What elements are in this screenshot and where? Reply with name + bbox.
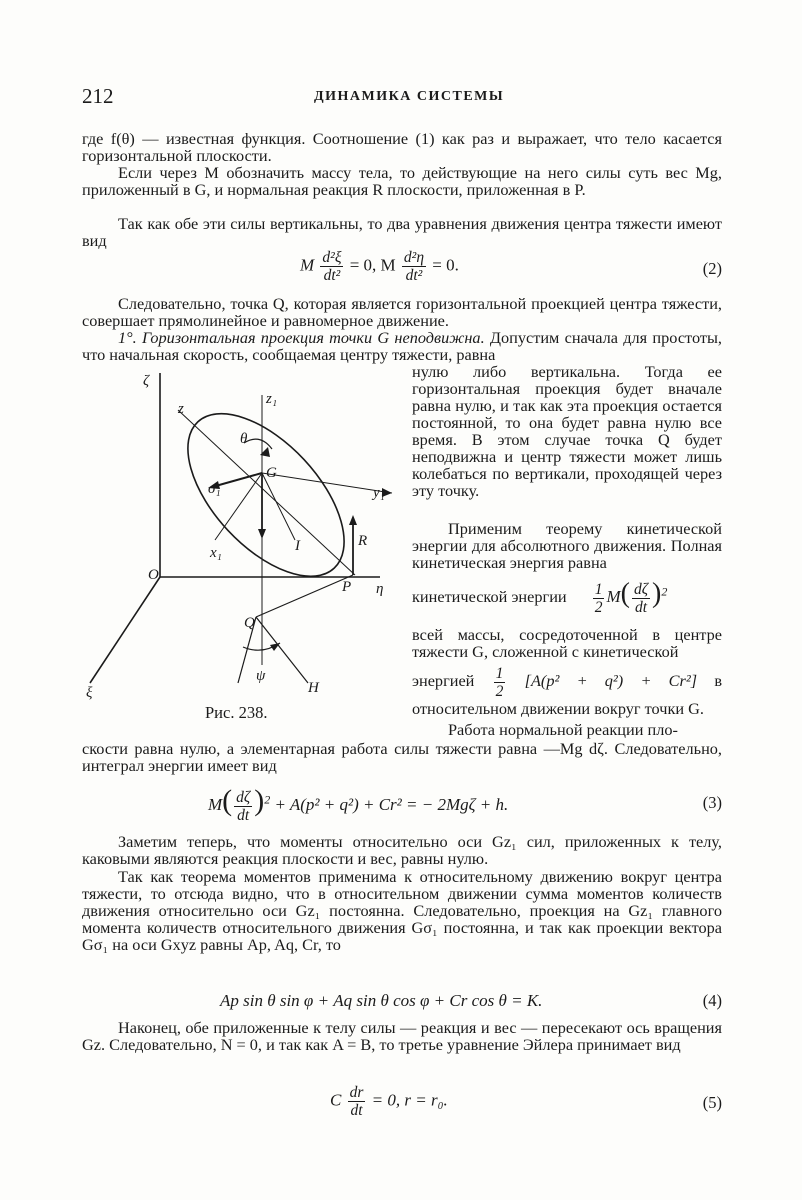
label-theta: θ (240, 431, 248, 447)
paragraph-4: Следовательно, точка Q, которая является горизонтальной проекцией центра тяжести, совершает прямолинейное и равномерное движение. (82, 294, 722, 330)
label-eta: η (376, 581, 384, 597)
xi-axis (90, 577, 160, 683)
paragraph-3: Так как обе эти силы вертикальны, то два уравнения движения центра тяжести имеют вид (82, 214, 722, 250)
equation-2: M $\frac{\text{d²ξ}}{\text{dt²}}$ = 0, M $\frac{\text{d²η}}{\text{dt²}}$ = 0. (300, 249, 459, 284)
label-zeta: ζ (143, 373, 150, 389)
side-text-5: энергией $\frac{1}{2}$ [A(p² + q²) + Cr²] в относительном движении вокруг точки G. (412, 665, 722, 718)
label-z: z (178, 401, 184, 417)
equation-number-4: (4) (702, 991, 722, 1010)
arrowheads (208, 447, 392, 651)
label-G: G (266, 465, 277, 481)
equation-3: M( $\frac{d\zeta}{dt}$ )$^2$ + A(p² + q²) + Cr² = − 2Mgζ + h. (208, 784, 509, 824)
label-R: R (358, 533, 368, 549)
label-P: P (342, 579, 352, 595)
label-x1: x₁ (210, 545, 222, 561)
equation-number-5: (5) (702, 1093, 722, 1112)
equation-5: C $\frac{dr}{dt}$ = 0, r = r₀. (330, 1084, 448, 1119)
label-xi: ξ (86, 685, 93, 701)
paragraph-9: Наконец, обе приложенные к телу силы — реакция и вес — пересекают ось вращения Gz. Следовательно, N = 0, и так как A = B, то третье уравнение Эйлера принимает вид (82, 1018, 722, 1054)
equation-number-2: (2) (702, 259, 722, 278)
paragraph-5: 1°. Горизонтальная проекция точки G неподвижна. Допустим сначала для простоты, что начальная скорость, сообщаемая центру тяжести, равна (82, 328, 722, 364)
paragraph-7: Заметим теперь, что моменты относительно оси Gz₁ сил, приложенных к телу, каковыми являются реакция плоскости и вес, равны нулю. (82, 832, 722, 868)
label-sigma: σ₁ (208, 481, 221, 497)
label-I: I (295, 538, 300, 554)
label-z1: z₁ (266, 391, 278, 407)
side-text-3: кинетической энергии $\frac{1}{2}$ M( $\frac{d\zeta}{dt}$ )$^2$ (412, 578, 668, 616)
fraction-d2xi: $\frac{\text{d²ξ}}{\text{dt²}}$ (322, 249, 342, 284)
label-psi: ψ (256, 668, 266, 684)
label-O: O (148, 567, 159, 583)
line-I (262, 473, 295, 540)
fraction-d2eta: $\frac{\text{d²η}}{\text{dt²}}$ (403, 249, 425, 284)
figure-238 (80, 365, 400, 705)
side-text-4: всей массы, сосредоточенной в центре тяжести G, сложенной с кинетической (412, 625, 722, 661)
line-PQ (256, 575, 353, 617)
paragraph-1: где f(θ) — известная функция. Соотношение (1) как раз и выражает, что тело касается горизонтальной плоскости. (82, 129, 722, 165)
paragraph-2: Если через M обозначить массу тела, то действующие на него силы суть вес Mg, приложенный в G, и нормальная реакция R плоскости, приложенная в P. (82, 163, 722, 199)
figure-caption: Рис. 238. (205, 703, 268, 722)
equation-number-3: (3) (702, 793, 722, 812)
running-head: ДИНАМИКА СИСТЕМЫ (314, 89, 505, 104)
label-Q: Q (244, 615, 255, 631)
paragraph-6: скости равна нулю, а элементарная работа силы тяжести равна —Mg dζ. Следовательно, интеграл энергии имеет вид (82, 739, 722, 775)
side-text-2: Применим теорему кинетической энергии для абсолютного движения. Полная кинетическая энергия равна (412, 519, 722, 572)
x1-axis (215, 473, 262, 540)
page-number: 212 (82, 84, 114, 108)
label-y1: y₁ (373, 485, 385, 501)
section-title: 1°. Горизонтальная проекция точки G неподвижна. (118, 328, 485, 347)
paragraph-8: Так как теорема моментов применима к относительному движению вокруг центра тяжести, то отсюда видно, что в относительном движении сумма моментов количеств движения относительно оси Gz₁ постоянна. Следовательно, проекция на Gz₁ главного момента количеств относительного движения Gσ₁ постоянна, и так как проекции вектора Gσ₁ на оси Gxyz равны Ap, Aq, Cr, то (82, 867, 722, 954)
kinetic-energy-formula: $\frac{1}{2}$ M( $\frac{d\zeta}{dt}$ )$^2$ (594, 578, 668, 616)
ellipse-disc (160, 386, 372, 603)
page-header (82, 84, 722, 112)
side-text-6: Работа нормальной реакции пло- (448, 720, 678, 739)
label-H: H (308, 680, 319, 696)
equation-4: Ap sin θ sin φ + Aq sin θ cos φ + Cr cos θ = K. (220, 991, 543, 1010)
side-text-1: нулю либо вертикальна. Тогда ее горизонтальная проекция будет вначале равна нулю, и так как эта проекция остается постоянной, то она будет равна нулю все время. В этом случае точка Q будет неподвижна и центр тяжести может лишь колебаться по вертикали, проходящей через эту точку. (412, 362, 722, 500)
